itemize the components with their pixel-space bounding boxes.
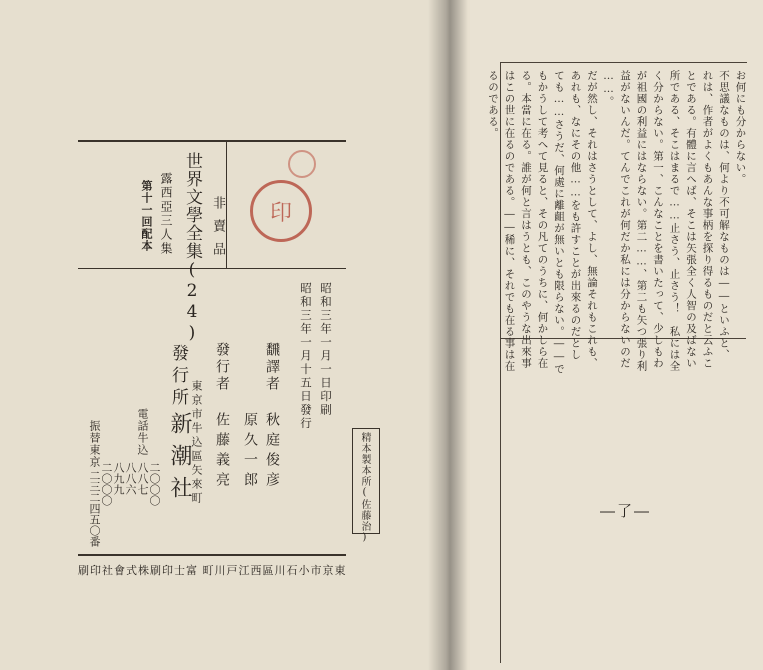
publish-date: 昭和三年一月十五日發行 (299, 282, 313, 431)
printer-line: 東京市小石川區西江戸川町 富士印刷株式會社印刷 (78, 564, 347, 577)
text-line: はこの世に在るのである。――稀に、それでも在る事は在 (503, 70, 516, 372)
text-line: 所である、そこはまるで……止さう、止さう！ 私には全 (668, 70, 681, 372)
text-line: が祖國の利益にはならない。第二……、第二も矢つ張り利 (635, 70, 648, 372)
seal-stamp: 印 (250, 180, 312, 242)
translator-name: 秋庭俊彦 (264, 412, 280, 492)
phone-label: 電話牛込 (136, 408, 149, 456)
text-line: とである。有體に言へば、そこは矢張全く人智の及ばない (685, 70, 697, 369)
publisher-name: 佐藤義亮 (214, 412, 230, 492)
text-line: ても……さうだ、何處に離齟が無いとも限らない。――で (553, 70, 565, 375)
publishing-house-name: 新潮社 (167, 412, 192, 508)
publisher-address: 東京市牛込區矢來町 (190, 380, 203, 506)
book-gutter (428, 0, 468, 670)
text-line: だが然し、それはさうとして、よし、無論それもこれも、 (586, 70, 598, 369)
phone-number: 二〇〇〇 (148, 462, 161, 506)
publishing-house-label: 發行所 (168, 344, 188, 410)
text-line: あれも、なにその他……をも許すことが出來るのだとし (569, 70, 582, 361)
end-mark: ―了― (600, 502, 652, 520)
distribution-number: 第十一回配本 (140, 180, 153, 252)
furikae-number: 二三二四五〇番 (88, 470, 101, 547)
phone-number: 二〇〇〇 (100, 462, 113, 506)
colophon-divider (78, 268, 346, 269)
publisher-label: 發行者 (214, 342, 230, 393)
text-line: る。本當に在る。誰が何と言はうとも、このやうな出來事 (520, 70, 532, 369)
phone-number: 八八六 (124, 462, 137, 495)
print-date: 昭和三年一月一日印刷 (319, 282, 333, 417)
phone-number: 八八七 (136, 462, 149, 495)
binder-name: 精本製本所(佐藤治) (359, 432, 370, 544)
translator-label: 飜譯者 (264, 342, 280, 393)
text-line: 不思議なものは、何より不可解なものは――といふと、 (718, 70, 730, 361)
phone-number: 八九九 (112, 462, 125, 495)
text-line: れは、作者がよくもあんな事柄を探り得るものだと云ふこ (701, 70, 714, 369)
text-line: お何にも分からない。 (734, 70, 747, 185)
text-line: るのである。 (487, 70, 499, 139)
text-line: ……。 (602, 70, 615, 108)
furikae-label: 振替東京 (88, 420, 101, 468)
text-line: く分からない。第一、こんなことを書いたって、少しもわ (652, 70, 664, 369)
text-line: 益がないんだ。てんでこれが何だか私には分からないのだ (619, 70, 631, 369)
volume-title: 露西亞三人集 (159, 172, 173, 256)
text-line: もかうして考へて見ると、その凡てのうちに、何かしら在 (536, 70, 549, 369)
small-seal-stamp (288, 150, 316, 178)
not-for-sale: 非賣品 (210, 196, 225, 265)
series-title: 世界文學全集(24) (182, 152, 202, 344)
translator-name-2: 原久一郎 (242, 412, 258, 492)
